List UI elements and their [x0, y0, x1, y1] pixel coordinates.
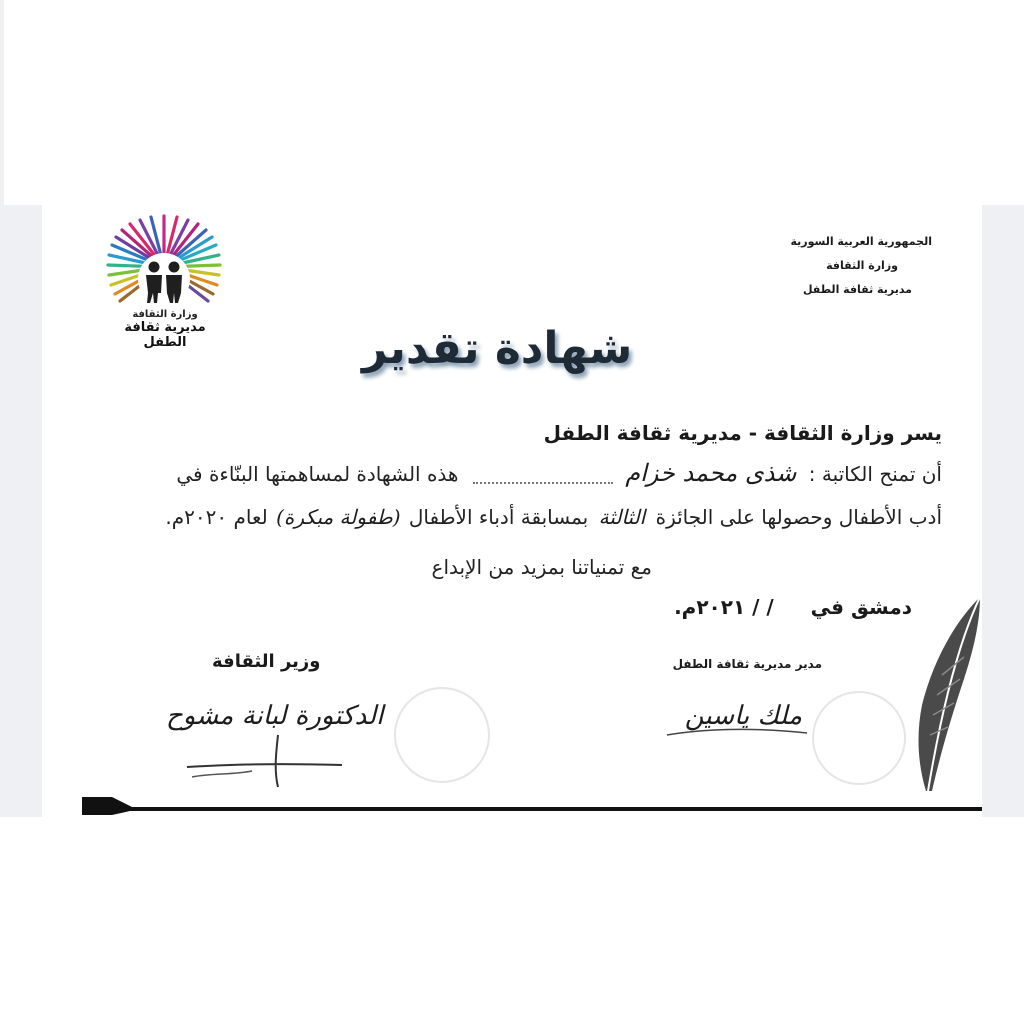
body-line-1: يسر وزارة الثقافة - مديرية ثقافة الطفل: [543, 421, 942, 445]
minister-name: الدكتورة لبانة مشوح: [166, 701, 384, 731]
minister-title: وزير الثقافة: [212, 651, 321, 672]
contest-year: لعام ٢٠٢٠م.: [165, 505, 268, 529]
contribution-text: هذه الشهادة لمساهمتها البنّاءة في: [176, 462, 459, 486]
date-place: دمشق في: [810, 595, 912, 619]
wishes-line: مع تمنياتنا بمزيد من الإبداع: [431, 555, 652, 579]
dotted-line: [473, 468, 613, 484]
logo-caption: [106, 309, 224, 350]
stamp-director: [812, 691, 906, 785]
left-margin: [0, 205, 42, 817]
body-line-3: [165, 505, 942, 529]
recipient-name: شذى محمد خزام: [625, 459, 797, 487]
certificate-document: [42, 205, 982, 817]
award-intro: أن تمنح الكاتبة :: [808, 462, 942, 486]
header-ministry: وزارة الثقافة: [826, 259, 898, 272]
stamp-minister: [394, 687, 490, 783]
logo-line-2: مديرية ثقافة الطفل: [124, 320, 206, 350]
date-line: [674, 595, 912, 619]
certificate-title: شهادة تقدير: [362, 323, 633, 374]
director-name: ملك ياسين: [684, 701, 802, 731]
body-line-2: [176, 459, 942, 487]
contest-name: بمسابقة أدباء الأطفال: [408, 505, 589, 529]
bottom-border-bar: [82, 797, 982, 815]
date-value: / / ٢٠٢١م.: [674, 595, 774, 619]
prize-rank: الثالثة: [598, 505, 646, 529]
right-margin: [982, 205, 1024, 817]
top-blank-area: [0, 0, 1024, 205]
prize-intro: أدب الأطفال وحصولها على الجائزة: [655, 505, 942, 529]
director-signature: [662, 715, 812, 755]
contest-category: (طفولة مبكرة): [276, 505, 401, 529]
header-republic: الجمهورية العربية السورية: [790, 235, 932, 248]
minister-signature: [182, 725, 352, 795]
director-title: مدير مديرية ثقافة الطفل: [672, 657, 822, 671]
logo-line-1: وزارة الثقافة: [132, 309, 198, 320]
header-directorate: مديرية ثقافة الطفل: [802, 283, 912, 296]
